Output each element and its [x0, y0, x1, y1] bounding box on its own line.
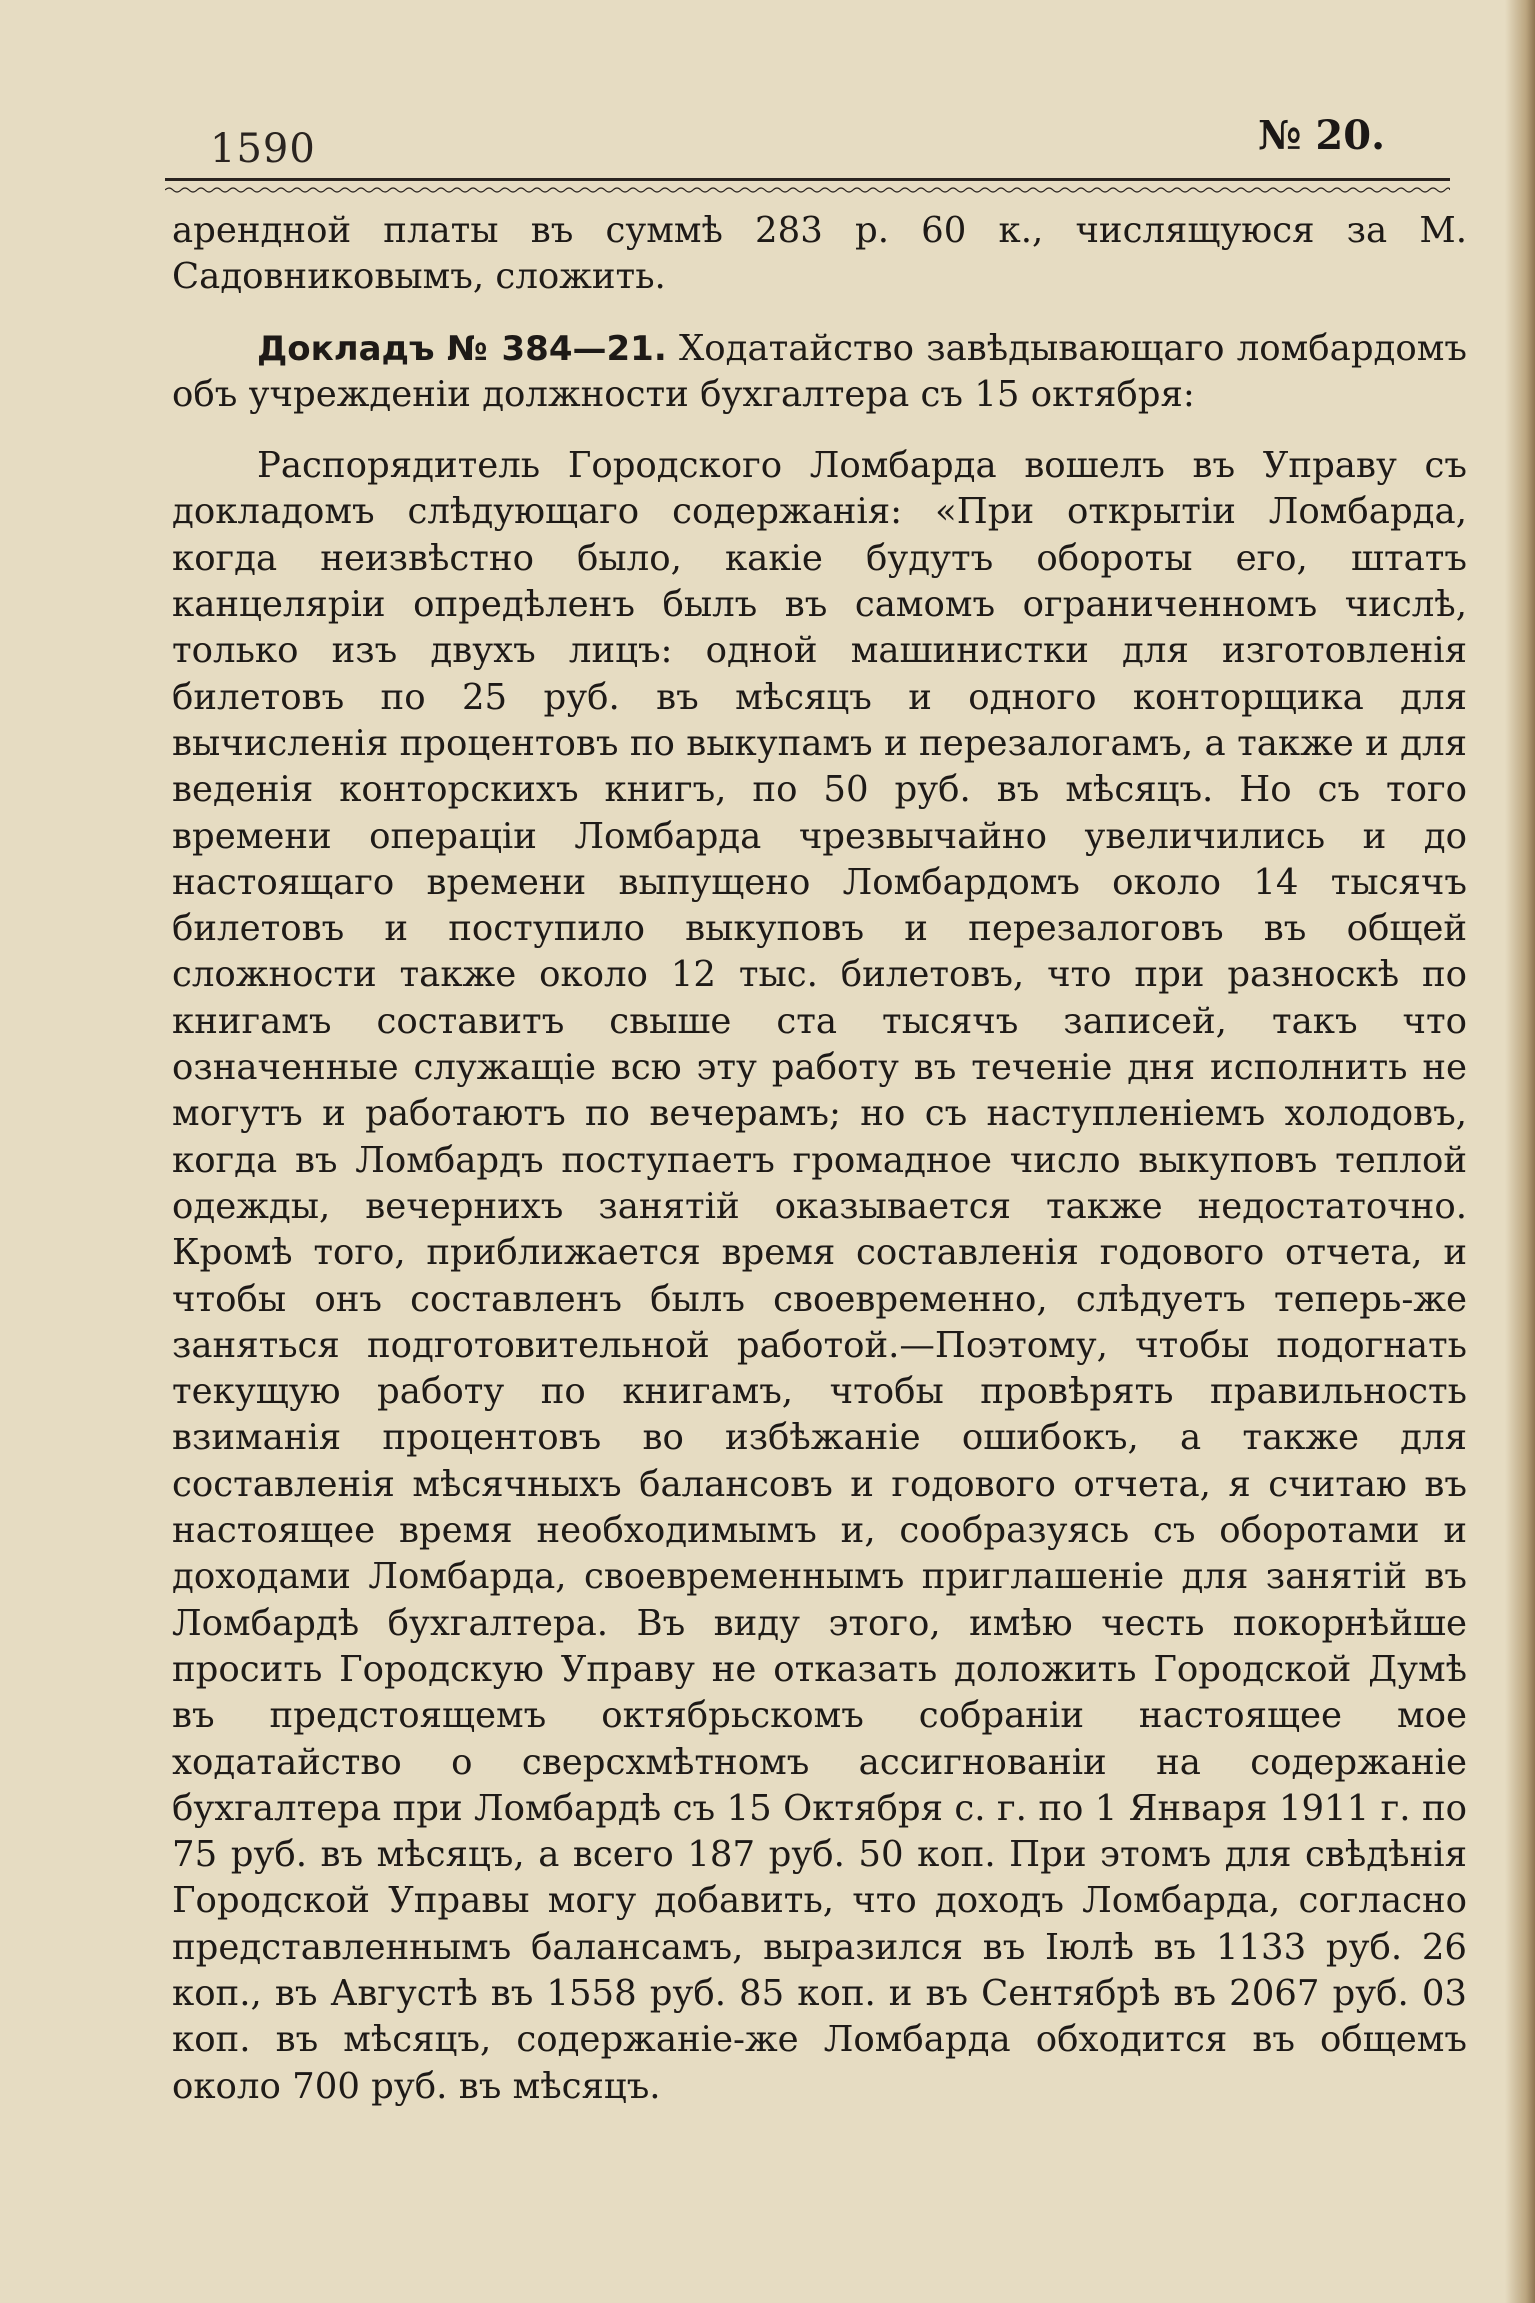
continuation-paragraph: арендной платы въ суммѣ 283 р. 60 к., числящуюся за М. Садовниковымъ, сложить.: [172, 210, 1467, 298]
page-body: [172, 208, 1467, 2110]
report-number: № 384—21.: [446, 328, 667, 369]
page-header: [165, 112, 1450, 192]
header-wavy-rule: [165, 186, 1450, 194]
page-edge-shadow: [1505, 0, 1535, 2303]
report-label: Докладъ: [257, 328, 435, 369]
issue-number: № 20.: [1258, 112, 1385, 159]
report-subject: Ходатайство завѣдывающаго ломбардомъ объ учрежденіи должности бухгалтера съ 15 октября:: [172, 327, 1467, 415]
main-paragraph: Распорядитель Городского Ломбарда вошелъ въ Управу съ докладомъ слѣдующаго содержанія: «При открытіи Ломбарда, когда неизвѣстно было, какіе будутъ обороты его, штатъ канцеляріи опредѣленъ былъ въ самомъ ограниченномъ числѣ, только изъ двухъ лицъ: одной машинистки для изготовленія билетовъ по 25 руб. въ мѣсяцъ и одного конторщика для вычисленія процентовъ по выкупамъ и перезалогамъ, а также и для веденія конторскихъ книгъ, по 50 руб. въ мѣсяцъ. Но съ того времени операціи Ломбарда чрезвычайно увеличились и до настоящаго времени выпущено Ломбардомъ около 14 тысячъ билетовъ и поступило выкуповъ и перезалоговъ въ общей сложности также около 12 тыс. билетовъ, что при разноскѣ по книгамъ составитъ свыше ста тысячъ записей, такъ что означенные служащіе всю эту работу въ теченіе дня исполнить не могутъ и работаютъ по вечерамъ; но съ наступленіемъ холодовъ, когда въ Ломбардъ поступаетъ громадное число выкуповъ теплой одежды, вечернихъ занятій оказывается также недостаточно. Кромѣ того, приближается время составленія годового отчета, и чтобы онъ составленъ былъ своевременно, слѣдуетъ теперь-же заняться подготовительной работой.—Поэтому, чтобы подогнать текущую работу по книгамъ, чтобы провѣрять правильность взиманія процентовъ во избѣжаніе ошибокъ, а также для составленія мѣсячныхъ балансовъ и годового отчета, я считаю въ настоящее время необходимымъ и, сообразуясь съ оборотами и доходами Ломбарда, своевременнымъ приглашеніе для занятій въ Ломбардѣ бухгалтера. Въ виду этого, имѣю честь покорнѣйше просить Городскую Управу не отказать доложить Городской Думѣ въ предстоящемъ октябрьскомъ собраніи настоящее мое ходатайство о сверсхмѣтномъ ассигнованіи на содержаніе бухгалтера при Ломбардѣ съ 15 Октября с. г. по 1 Января 1911 г. по 75 руб. въ мѣсяцъ, а всего 187 руб. 50 коп. При этомъ для свѣдѣнія Городской Управы могу добавить, что доходъ Ломбарда, согласно представленнымъ балансамъ, выразился въ Іюлѣ въ 1133 руб. 26 коп., въ Августѣ въ 1558 руб. 85 коп. и въ Сентябрѣ въ 2067 руб. 03 коп. въ мѣсяцъ, содержаніе-же Ломбарда обходится въ общемъ около 700 руб. въ мѣсяцъ.: [172, 445, 1467, 2107]
report-heading-paragraph: [172, 326, 1467, 419]
header-rule: [165, 178, 1450, 181]
page-number: 1590: [210, 126, 316, 172]
